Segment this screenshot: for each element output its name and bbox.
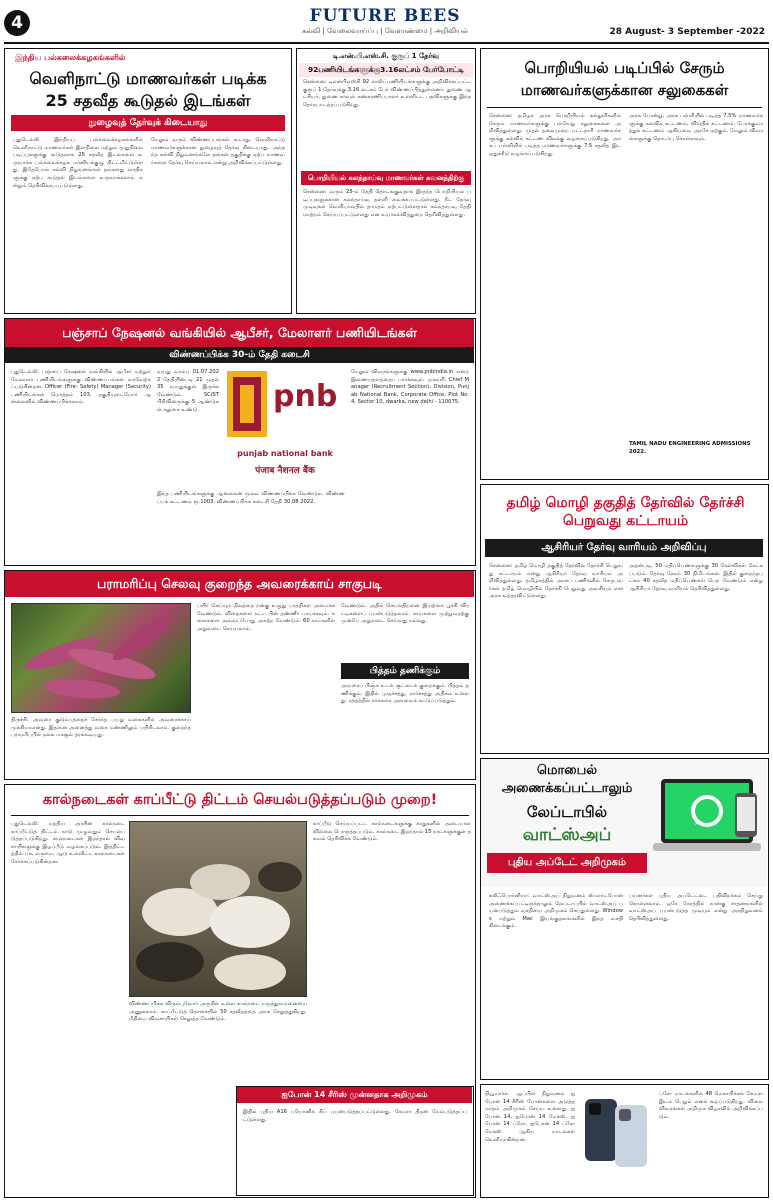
article-subhead: ஆசிரியர் தேர்வு வாரியம் அறிவிப்பு	[485, 539, 763, 557]
article-body: சென்னை: டிஎன்பிஎஸ்சி 92 காலிப்பணியிடங்களுக்கு அறிவிக்கப்பட்ட குரூப் 1 தேர்வுக்கு 3.16 லட்சம் பேர் விண்ணப்பித்துள்ளனர். துணை ஆட்சியர், துணை காவல் கண்காணிப்பாளர் உள்ளிட்ட பதவிகளுக்கு இந்த தேர்வு நடத்தப்படுகிறது.	[303, 79, 471, 108]
article-body-col: புதுடெல்லி: பஞ்சாப் நேஷனல் வங்கியில் ஆபீசர் மற்றும் மேலாளர் பணியிடங்களுக்கு விண்ணப்பங்கள் வரவேற்கப்படுகின்றன. Officer (Fire- Safety) Manager (Security) பணியிடங்கள் மொத்தம் 103. தகுதியுடையோர் ஆன்லைனில் விண்ணப்பிக்கலாம்.	[11, 369, 151, 406]
contact-line: TAMIL NADU ENGINEERING ADMISSIONS 2022.	[629, 441, 751, 455]
article-headline: வெளிநாட்டு மாணவர்கள் படிக்க	[29, 69, 267, 88]
article-body-col: கலிஃபோர்னியா: வாட்ஸ்அப் நிறுவனம் ஸ்மார்ட்போன் அணைக்கப்பட்டிருந்தாலும் லேப்டாப்பில் வாட்ஸ்அப் பயன்படுத்தும் வசதியை அறிமுகம் செய்துள்ளது. Windows மற்றும் Mac இயங்குதளங்களில் இந்த வசதி கிடைக்கும்.	[489, 893, 623, 930]
divider	[487, 107, 762, 108]
article-body-col: சென்னை: தமிழக அரசு பொறியியல் கல்லூரிகளில் சேரும் மாணவர்களுக்கு பல்வேறு சலுகைகளை அறிவித்துள்ளது. முதல் தலைமுறை பட்டதாரி மாணவர்களுக்கு கல்விக் கட்டண விலக்கு வழங்கப்படுகிறது. அரசுப் பள்ளியில் படித்த மாணவர்களுக்கு 7.5 சதவீத இட ஒதுக்கீடு வழங்கப்படுகிறது.	[489, 113, 621, 157]
masthead-title: FUTURE BEES	[309, 6, 461, 26]
article-body-col: அரசு போன்று, அரசு பள்ளியில் படித்த 7.5% மாணவர்களுக்கு கல்விக் கட்டணம், விடுதிக் கட்டணம், போக்குவரத்துக் கட்டணம் ஆகியவை அரசே ஏற்கும். மேலும் விவரங்களுக்கு தொடர்பு கொள்ளவும்.	[629, 113, 763, 142]
article-tamil-test	[480, 484, 769, 754]
article-body-col: திருச்சி: அவரை குடும்பத்தைச் சேர்ந்த பயறு வகைகளில் அவரைக்காய் முக்கியமானது. இதனை அனைத்து வகை மண்ணிலும் பயிரிடலாம். குறைந்த பராமரிப்பில் நல்ல மகசூல் தரக்கூடியது.	[11, 717, 191, 739]
article-headline: தமிழ் மொழி தகுதித் தேர்வில் தேர்ச்சி பெறுவது கட்டாயம்	[506, 495, 745, 529]
article-headline: பொறியியல் படிப்பில் சேரும்	[524, 59, 725, 77]
laptop-photo	[651, 765, 763, 883]
article-body-col: வயது வரம்பு 01.07.2022 தேதியின்படி 21 முதல் 35 வயதுக்குள் இருக்க வேண்டும். SC/ST பிரிவினருக்கு 5 ஆண்டுகள் சலுகை உண்டு.	[157, 369, 219, 413]
article-body-col: புதுடெல்லி இந்தியப் பல்கலைக்கழகங்களில் வெளிநாட்டு மாணவர்கள் இளநிலை மற்றும் முதுநிலை படிப்புகளுக்கு கூடுதலாக 25 சதவீத இடங்களை உருவாக்க பல்கலைக்கழக மானியக்குழு திட்டமிட்டுள்ளது. இதேபோல் கல்வி நிறுவனங்கள் தங்களது வசதிகளுக்கு ஏற்ப கூடுதல் இடங்களை உருவாக்கலாம் என்றும் தெரிவிக்கப்பட்டுள்ளது.	[13, 137, 143, 189]
article-headline: வாட்ஸ்அப்	[522, 825, 612, 845]
article-avarai	[4, 570, 476, 780]
masthead	[0, 0, 773, 46]
pnb-logo-sub-hi: पंजाब नैशनल बैंक	[255, 466, 315, 476]
article-kicker: டி.என்.பி.எஸ்.சி. குரூப் 1 தேர்வு	[333, 52, 439, 60]
laptop-photo-shapes	[651, 765, 763, 883]
article-subhead: புதிய அப்டேட் அறிமுகம்	[487, 853, 647, 873]
divider	[11, 815, 469, 816]
article-body-col: ப்ரோ மாடல்களில் 48 மெகாபிக்சல் கேமரா இடம் பெறும் எனக் கூறப்படுகிறது. விலை விவரங்கள் அறிமுக விழாவில் அறிவிக்கப்படும்.	[659, 1091, 763, 1120]
page-number-badge: 4	[4, 10, 30, 36]
article-whatsapp	[480, 758, 769, 1080]
article-headline: பஞ்சாப் நேஷனல் வங்கியில் ஆபீசர், மேலாளர் பணியிடங்கள்	[5, 319, 474, 347]
article-subhead: விண்ணப்பிக்க 30-ம் தேதி கடைசி	[5, 347, 474, 363]
article-body-col: வேண்டும். அதில் செயல்திறனை இயற்கை பூச்சி விரட்டிகளைப் பயன்படுத்தலாம். காய்களை முற்றுவதற்கு முன்பே அறுவடை செய்வது நல்லது.	[341, 603, 469, 625]
masthead-date: 28 August- 3 September -2022	[609, 27, 765, 37]
article-body-col: இதில் புதிய A16 பயோனிக் சிப் பயன்படுத்தப்பட்டுள்ளது. கேமரா திறன் மேம்படுத்தப்பட்டுள்ளது.	[243, 1109, 467, 1123]
article-body-col: விண்ணப்பிக்க விரும்புவோர் அருகில் உள்ள கால்நடை மருத்துவமனையை அணுகலாம். காப்பீட்டுத் தொகையில் 50 சதவீதத்தை அரசு செலுத்துகிறது. மீதியை விவசாயிகள் செலுத்த வேண்டும்.	[129, 1001, 307, 1023]
masthead-rule	[4, 42, 769, 44]
bean-photo-shapes	[12, 604, 192, 714]
article-body-col: அவரைப் பிஞ்சு உடல் சூட்டைக் குறைக்கும். பித்தம் தணிக்கும். இதில் புரதச்சத்து, நார்ச்சத்து அதிகம் உள்ளது. ரத்தத்தில் சர்க்கரை அளவைக் கட்டுப்படுத்தும்.	[341, 683, 469, 705]
pnb-logo-text: pnb	[273, 379, 338, 414]
article-body-col: சென்னை: தமிழ் மொழி தகுதித் தேர்வில் தேர்ச்சி பெறுவது கட்டாயம் என்று ஆசிரியர் தேர்வு வாரியம் அறிவித்துள்ளது. தமிழகத்தில் அரசுப் பணிகளில் சேருபவர்கள் தமிழ் மொழியில் தேர்ச்சி பெறுவது அவசியம் என அரசு உத்தரவிட்டுள்ளது.	[489, 563, 623, 600]
article-headline: மாணவர்களுக்கான சலுகைகள்	[520, 81, 729, 99]
article-kicker: இந்திய பல்கலைக்கழகங்களில்	[15, 53, 126, 62]
pnb-logo-sub-en: punjab national bank	[237, 449, 333, 458]
bean-photo	[11, 603, 191, 713]
article-headline: 92பணியிடங்களுக்கு3.16லட்சம் பேர்போட்டி	[299, 63, 473, 77]
article-body-col: காப்பீடு செய்யப்பட்ட கால்நடைகளுக்கு காதுகளில் அடையாள வில்லை பொருத்தப்படும். கால்நடை இறந்தால் 15 நாட்களுக்குள் தகவல் தெரிவிக்க வேண்டும்.	[313, 821, 471, 843]
article-headline: கால்நடைகள் காப்பீட்டு திட்டம் செயல்படுத்தப்படும் முறை!	[42, 792, 438, 808]
article-foreign-students	[4, 48, 292, 314]
article-iphone-lead	[236, 1086, 474, 1196]
article-headline: பராமரிப்பு செலவு குறைந்த அவரைக்காய் சாகுபடி	[5, 571, 474, 597]
article-body-col: புதுடெல்லி: மத்திய அரசின் கால்நடை காப்பீட்டுத் திட்டம் நாடு முழுவதும் செயல்படுத்தப்படுகிறது. கால்நடைகள் இறந்தால் விவசாயிகளுக்கு இழப்பீடு வழங்கப்படும். இத்திட்டத்தில் பசு, எருமை, ஆடு உள்ளிட்ட கால்நடைகள் சேர்க்கப்படுகின்றன.	[11, 821, 125, 865]
article-body: சென்னை: வரும் 25-ம் தேதி தொடங்குவதாக இருந்த பொறியியல் படிப்புகளுக்கான கலந்தாய்வு தள்ளி வைக்கப்பட்டுள்ளது. நீட் தேர்வு முடிவுகள் வெளியாவதில் தாமதம் ஏற்பட்டுள்ளதால் கலந்தாய்வு தேதி மாற்றம் செய்யப்பட்டுள்ளது என உயர்கல்வித்துறை தெரிவித்துள்ளது.	[303, 189, 471, 218]
article-headline: ஐபோன் 14 சீரிஸ் முன்னதாக அறிமுகம்	[237, 1087, 472, 1103]
article-body-col: பயிர் செய்யும் நிலத்தை நன்கு உழுது பாத்திகள் அமைக்க வேண்டும். விதைகளை நட்ட பின் தண்ணீர் பாய்ச்சவும். களைகளை அவ்வப்போது அகற்ற வேண்டும். 60 நாட்களில் அறுவடை செய்யலாம்.	[197, 603, 335, 632]
article-headline: 25 சதவீத கூடுதல் இடங்கள்	[45, 91, 251, 110]
article-body-col: பயனர்கள் புதிய அப்டேட்டை பதிவிறக்கம் செய்து கொள்ளலாம். ஒரே நேரத்தில் நான்கு சாதனங்களில் வாட்ஸ்அப் பயன்படுத்த முடியும் என்று அந்நிறுவனம் தெரிவித்துள்ளது.	[629, 893, 763, 922]
iphone-photo	[579, 1091, 655, 1195]
article-subhead: பித்தம் தணிக்கும்	[341, 663, 469, 679]
article-headline: மொபைல்	[536, 763, 598, 778]
article-tnpsc	[296, 48, 476, 314]
article-body-col: அதன்படி, 50 மதிப்பெண்களுக்கு 30 கேள்விகள் கேட்கப்படும். தேர்வு நேரம் 30 நிமிடங்கள். இதில் குறைந்தபட்சம் 40 சதவீத மதிப்பெண்கள் பெற வேண்டும் என்று ஆசிரியர் தேர்வு வாரியம் தெரிவித்துள்ளது.	[629, 563, 763, 592]
article-body-col: மேலும் விவரங்களுக்கு www.pnbindia.in என்ற இணையதளத்தைப் பார்க்கவும். முகவரி: Chief Manager (Recruitment Section), Division, Punjab National Bank, Corporate Office, Plot No.4, Sector 10, dwarka, new delhi - 110075.	[351, 369, 469, 406]
pnb-logo	[223, 367, 347, 483]
cattle-photo	[129, 821, 307, 997]
iphone-photo-shapes	[579, 1091, 655, 1195]
article-iphone	[480, 1084, 769, 1198]
article-headline: லேப்டாபில்	[526, 803, 608, 821]
article-engineering	[480, 48, 769, 480]
masthead-subtitle: கல்வி | வேலைவாய்ப்பு | வேளாண்மை | அறிவியல்	[302, 27, 468, 35]
article-body-col: மேலும் வரும் விண்ணப்பங்கள் கூடாது. வெளிநாட்டு மாணவர்களுக்கான நுழைவுத் தேர்வு கிடையாது. அந்தந்த கல்வி நிறுவனங்களே தங்கள் தகுதிக்கு ஏற்ப மாணவர்களை தேர்வு செய்யலாம் என்று அறிவிக்கப்பட்டுள்ளது.	[151, 137, 285, 166]
article-subhead: நுழைவுத் தேர்வுக் கிடையாது	[11, 115, 285, 131]
article-pnb	[4, 318, 476, 566]
cattle-photo-shapes	[130, 822, 308, 998]
article-headline: அணைக்கப்பட்டாலும்	[501, 781, 633, 796]
article-body-col: நியூயார்க்: ஆப்பிள் நிறுவனம் ஐபோன் 14 சீரிஸ் போன்களை அடுத்த மாதம் அறிமுகம் செய்ய உள்ளது. ஐபோன் 14, ஐபோன் 14 மேக்ஸ், ஐபோன் 14 ப்ரோ, ஐபோன் 14 ப்ரோ மேக்ஸ் ஆகிய மாடல்கள் வெளியாகின்றன.	[485, 1091, 575, 1143]
article-subhead: பொறியியல் கலந்தாய்வு மாணவர்கள் கவனத்திற்கு	[301, 171, 471, 185]
article-body-col: இந்த பணியிடங்களுக்கு ஆன்லைன் மூலம் விண்ணப்பிக்க வேண்டும். விண்ணப்பக் கட்டணம் ரூ.1003. விண்ணப்பிக்க கடைசி தேதி 30.08.2022.	[157, 491, 345, 505]
